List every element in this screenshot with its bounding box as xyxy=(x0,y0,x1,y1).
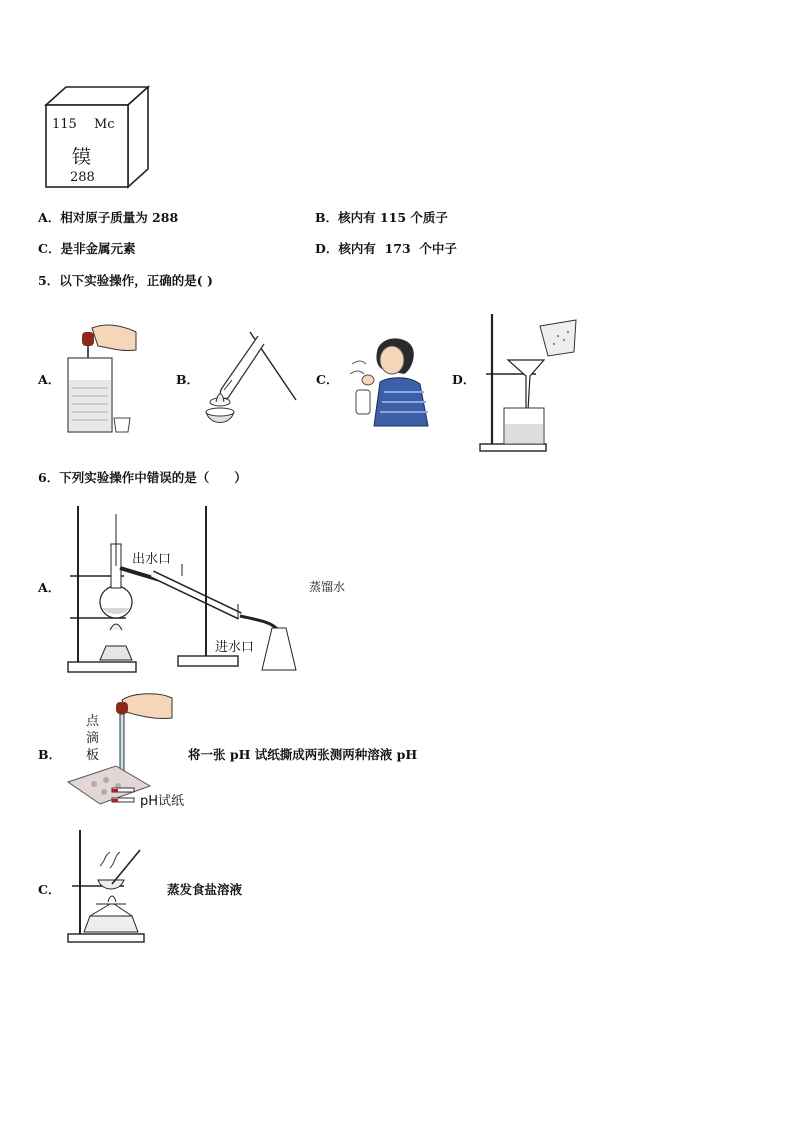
q5-label-a: A． xyxy=(38,372,61,387)
q5-label-c: C． xyxy=(316,372,339,387)
element-mass: 288 xyxy=(70,170,95,185)
q6-a-caption: 蒸馏水 xyxy=(309,580,346,594)
q6-figure-c-evaporation xyxy=(66,828,150,944)
q6-b-annotation-di: 滴 xyxy=(86,731,100,746)
q5-figure-b-heating-test-tube xyxy=(202,328,298,428)
q5-label-d: D． xyxy=(452,372,476,387)
q5-figure-c-smelling xyxy=(340,330,436,428)
q6-a-annotation-inlet: 进水口 xyxy=(215,640,255,655)
q4-option-d: D．核内有 173 个中子 xyxy=(315,241,457,256)
q4-option-a: A．相对原子质量为 288 xyxy=(38,210,179,225)
q4-option-c: C．是非金属元素 xyxy=(38,241,136,256)
q6-c-caption: 蒸发食盐溶液 xyxy=(167,882,243,897)
q6-b-annotation-ban: 板 xyxy=(86,748,100,763)
element-symbol: Mc xyxy=(94,117,115,132)
q6-b-annotation-ph-paper: pH试纸 xyxy=(140,794,185,809)
q5-label-b: B． xyxy=(176,372,200,387)
q6-a-annotation-outlet: 出水口 xyxy=(132,552,172,567)
q6-stem: 6．下列实验操作中错误的是（ ） xyxy=(38,470,247,485)
q6-label-a: A． xyxy=(38,580,61,595)
element-name: 镆 xyxy=(72,146,92,168)
q6-label-b: B． xyxy=(38,747,62,762)
element-card-figure xyxy=(40,85,160,195)
q5-figure-a-dropper-bottle xyxy=(62,322,142,438)
element-number: 115 xyxy=(52,117,77,132)
q4-option-b: B．核内有 115 个质子 xyxy=(315,210,448,225)
q6-label-c: C． xyxy=(38,882,61,897)
q5-stem: 5．以下实验操作，正确的是( ) xyxy=(38,273,213,288)
q6-b-caption: 将一张 pH 试纸撕成两张测两种溶液 pH xyxy=(188,747,418,762)
q6-b-annotation-dian: 点 xyxy=(86,714,100,729)
q5-figure-d-filtration xyxy=(478,312,582,454)
q6-figure-a-distillation xyxy=(66,504,306,676)
